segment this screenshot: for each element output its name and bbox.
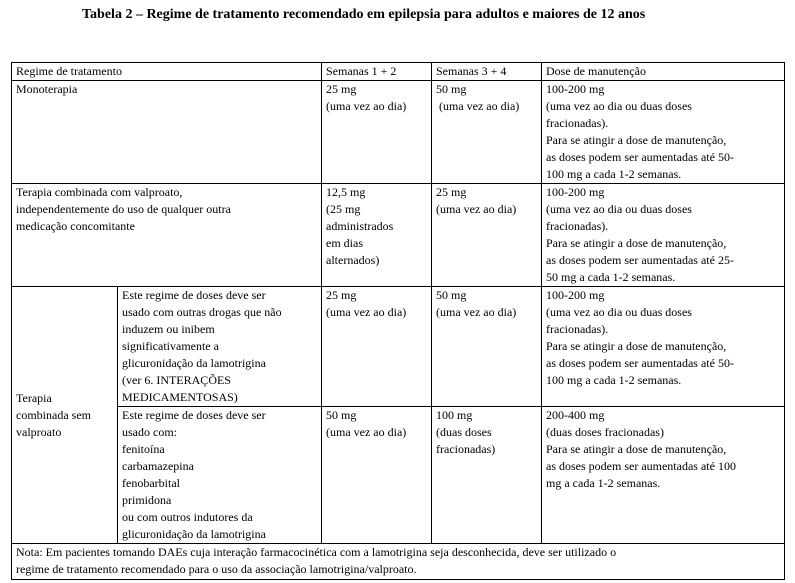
row-monotherapy (12, 81, 785, 184)
sub-desc-line: usado com: (122, 425, 177, 439)
maintenance-line: 100 mg a cada 1-2 semanas. (546, 373, 682, 387)
sub-desc-cell (118, 407, 322, 544)
regime-cell (12, 81, 322, 184)
sub-desc-line: fenitoína (122, 442, 165, 456)
week34-line: 100 mg (436, 408, 473, 422)
week34-line: (uma vez ao dia) (436, 99, 520, 113)
row-no-valproate-a (12, 287, 785, 407)
sub-desc-line: usado com outras drogas que não (122, 305, 282, 319)
maintenance-line: Para se atingir a dose de manutenção, (546, 236, 727, 250)
week34-line: fracionadas) (436, 442, 496, 456)
sub-desc-line: Este regime de doses deve ser (122, 288, 266, 302)
maintenance-line: as doses podem ser aumentadas até 50- (546, 150, 734, 164)
week34-line: (uma vez ao dia) (436, 305, 517, 319)
sub-desc-line: ou com outros indutores da (122, 510, 253, 524)
week12-cell (322, 407, 432, 544)
week34-cell (432, 184, 542, 287)
maintenance-line: mg a cada 1-2 semanas. (546, 476, 661, 490)
maintenance-cell (542, 184, 785, 287)
week34-cell (432, 287, 542, 407)
sub-desc-line: significativamente a (122, 339, 219, 353)
week34-cell (432, 81, 542, 184)
regime-line: independentemente do uso de qualquer outra (16, 202, 231, 216)
sub-desc-cell (118, 287, 322, 407)
header-week12: Semanas 1 + 2 (322, 63, 432, 81)
header-week34: Semanas 3 + 4 (432, 63, 542, 81)
group-label-line: combinada sem (16, 407, 91, 422)
maintenance-line: Para se atingir a dose de manutenção, (546, 339, 727, 353)
sub-desc-line: fenobarbital (122, 476, 180, 490)
sub-desc-line: Este regime de doses deve ser (122, 408, 266, 422)
maintenance-line: (uma vez ao dia ou duas doses (546, 305, 692, 319)
sub-desc-line: MEDICAMENTOSAS) (122, 390, 238, 404)
row-no-valproate-b (12, 407, 785, 544)
week12-line: alternados) (326, 253, 380, 267)
treatment-table (11, 62, 785, 580)
week12-line: em dias (326, 236, 363, 250)
maintenance-line: (uma vez ao dia ou duas doses (546, 99, 692, 113)
week12-cell (322, 184, 432, 287)
week12-cell (322, 287, 432, 407)
row-valproate-combination (12, 184, 785, 287)
group-label-cell (12, 287, 118, 544)
week12-line: 12,5 mg (326, 185, 366, 199)
sub-desc-line: glicuronidação da lamotrigina (122, 356, 266, 370)
week12-line: (uma vez ao dia) (326, 305, 407, 319)
maintenance-cell (542, 407, 785, 544)
maintenance-line: 50 mg a cada 1-2 semanas. (546, 270, 676, 284)
maintenance-line: fracionadas). (546, 219, 609, 233)
maintenance-cell (542, 287, 785, 407)
maintenance-line: (uma vez ao dia ou duas doses (546, 202, 692, 216)
sub-desc-line: induzem ou inibem (122, 322, 215, 336)
group-label-line: Terapia (16, 390, 52, 405)
week34-line: 50 mg (436, 288, 467, 302)
week12-line: 25 mg (326, 288, 357, 302)
week12-line: (uma vez ao dia) (326, 99, 407, 113)
regime-line: Monoterapia (16, 82, 78, 96)
maintenance-line: 200-400 mg (546, 408, 605, 422)
maintenance-line: 100-200 mg (546, 185, 605, 199)
group-label-line: valproato (16, 424, 62, 439)
week34-cell (432, 407, 542, 544)
note-line: regime de tratamento recomendado para o uso da associação lamotrigina/valproato. (16, 562, 417, 576)
regime-line: medicação concomitante (16, 219, 135, 233)
sub-desc-line: (ver 6. INTERAÇÕES (122, 373, 231, 387)
maintenance-line: as doses podem ser aumentadas até 100 (546, 459, 736, 473)
table-title: Tabela 2 – Regime de tratamento recomendado em epilepsia para adultos e maiores de 12 anos (82, 7, 646, 22)
sub-desc-line: primidona (122, 493, 172, 507)
week12-line: 50 mg (326, 408, 357, 422)
week12-line: administrados (326, 219, 394, 233)
sub-desc-line: glicuronidação da lamotrigina (122, 527, 266, 541)
maintenance-line: Para se atingir a dose de manutenção, (546, 442, 727, 456)
maintenance-line: 100-200 mg (546, 288, 605, 302)
week12-cell (322, 81, 432, 184)
note-cell (12, 544, 785, 580)
note-line: Nota: Em pacientes tomando DAEs cuja interação farmacocinética com a lamotrigina seja desconhecida, deve ser utilizado o (16, 545, 617, 559)
maintenance-line: fracionadas). (546, 322, 609, 336)
maintenance-line: 100-200 mg (546, 82, 605, 96)
sub-desc-line: carbamazepina (122, 459, 194, 473)
week34-line: (duas doses (436, 425, 492, 439)
week34-line: 25 mg (436, 185, 467, 199)
maintenance-cell (542, 81, 785, 184)
maintenance-line: Para se atingir a dose de manutenção, (546, 133, 727, 147)
maintenance-line: (duas doses fracionadas) (546, 425, 664, 439)
maintenance-line: 100 mg a cada 1-2 semanas. (546, 167, 682, 181)
week12-line: (25 mg (326, 202, 361, 216)
header-regime: Regime de tratamento (12, 63, 322, 81)
week12-line: (uma vez ao dia) (326, 425, 407, 439)
week34-line: (uma vez ao dia) (436, 202, 517, 216)
note-row (12, 544, 785, 580)
maintenance-line: fracionadas). (546, 116, 609, 130)
maintenance-line: as doses podem ser aumentadas até 50- (546, 356, 734, 370)
regime-line: Terapia combinada com valproato, (16, 185, 183, 199)
maintenance-line: as doses podem ser aumentadas até 25- (546, 253, 734, 267)
week34-line: 50 mg (436, 82, 467, 96)
header-row (12, 63, 785, 81)
header-maintenance: Dose de manutenção (542, 63, 785, 81)
week12-line: 25 mg (326, 82, 357, 96)
regime-cell (12, 184, 322, 287)
